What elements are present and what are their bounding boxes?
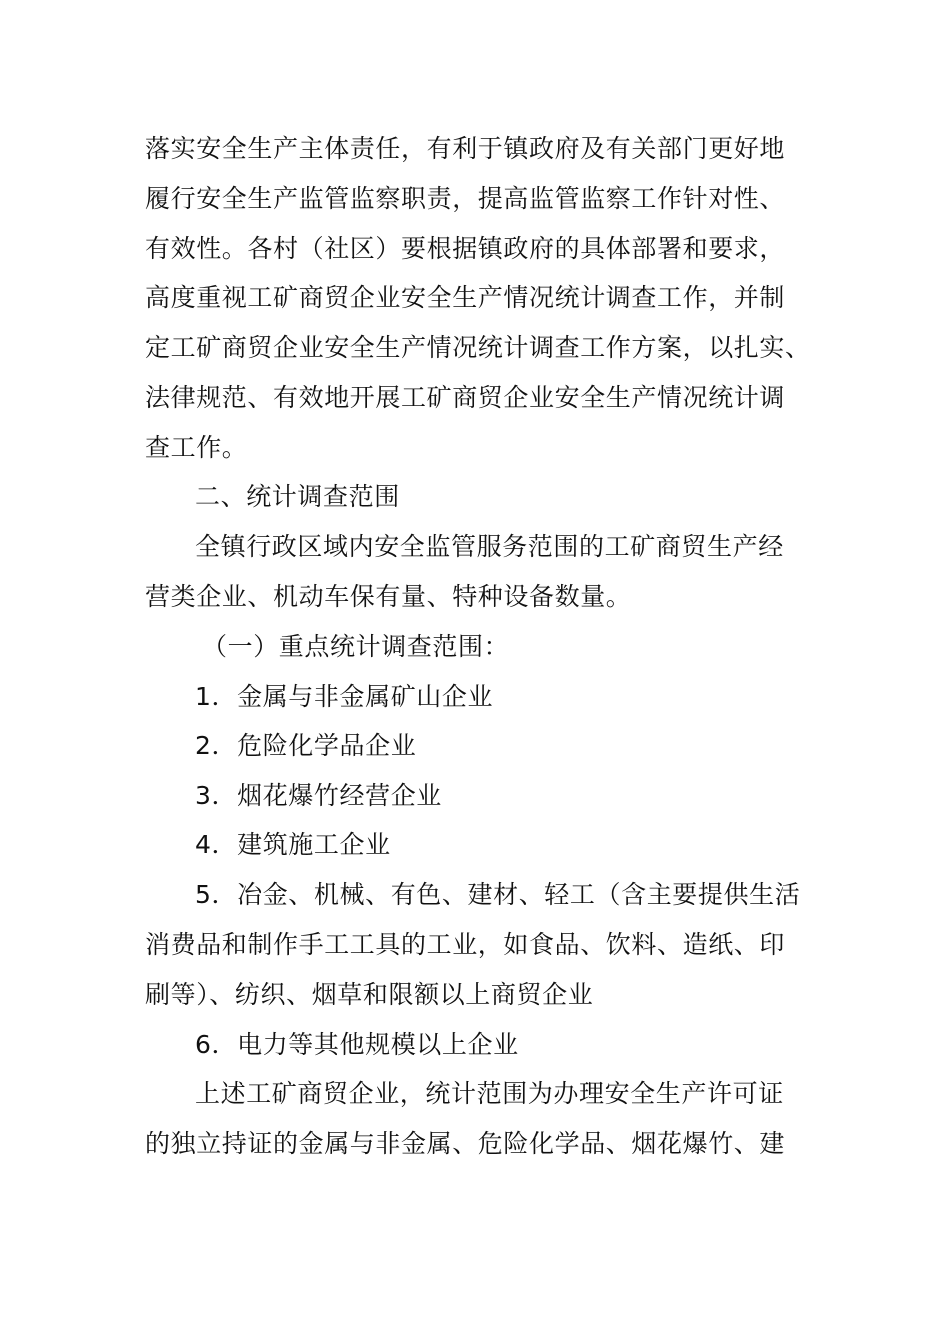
paragraph-line: 的独立持证的金属与非金属、危险化学品、烟花爆竹、建 bbox=[145, 1129, 786, 1158]
paragraph-line: 履行安全生产监管监察职责，提高监管监察工作针对性、 bbox=[145, 184, 786, 213]
list-item: 2．危险化学品企业 bbox=[195, 731, 417, 760]
paragraph-line: 营类企业、机动车保有量、特种设备数量。 bbox=[145, 582, 632, 611]
paragraph-line: 查工作。 bbox=[145, 433, 248, 462]
paragraph-line: 落实安全生产主体责任，有利于镇政府及有关部门更好地 bbox=[145, 134, 786, 163]
list-item: 6．电力等其他规模以上企业 bbox=[195, 1030, 519, 1059]
list-item: 5．冶金、机械、有色、建材、轻工（含主要提供生活 bbox=[195, 880, 801, 909]
list-item-continuation: 刷等）、纺织、烟草和限额以上商贸企业 bbox=[145, 980, 594, 1009]
paragraph-line: 有效性。各村（社区）要根据镇政府的具体部署和要求， bbox=[145, 234, 786, 263]
paragraph-line: 定工矿商贸企业安全生产情况统计调查工作方案，以扎实、 bbox=[145, 333, 811, 362]
paragraph-line: 法律规范、有效地开展工矿商贸企业安全生产情况统计调 bbox=[145, 383, 786, 412]
section-heading: 二、统计调查范围 bbox=[195, 482, 400, 511]
subsection-heading: （一）重点统计调查范围： bbox=[202, 632, 510, 661]
list-item: 3．烟花爆竹经营企业 bbox=[195, 781, 442, 810]
paragraph-line: 全镇行政区域内安全监管服务范围的工矿商贸生产经 bbox=[195, 532, 784, 561]
list-item: 4．建筑施工企业 bbox=[195, 830, 391, 859]
paragraph-line: 上述工矿商贸企业，统计范围为办理安全生产许可证 bbox=[195, 1079, 784, 1108]
list-item-continuation: 消费品和制作手工工具的工业，如食品、饮料、造纸、印 bbox=[145, 930, 786, 959]
list-item: 1．金属与非金属矿山企业 bbox=[195, 682, 494, 711]
paragraph-line: 高度重视工矿商贸企业安全生产情况统计调查工作，并制 bbox=[145, 283, 786, 312]
